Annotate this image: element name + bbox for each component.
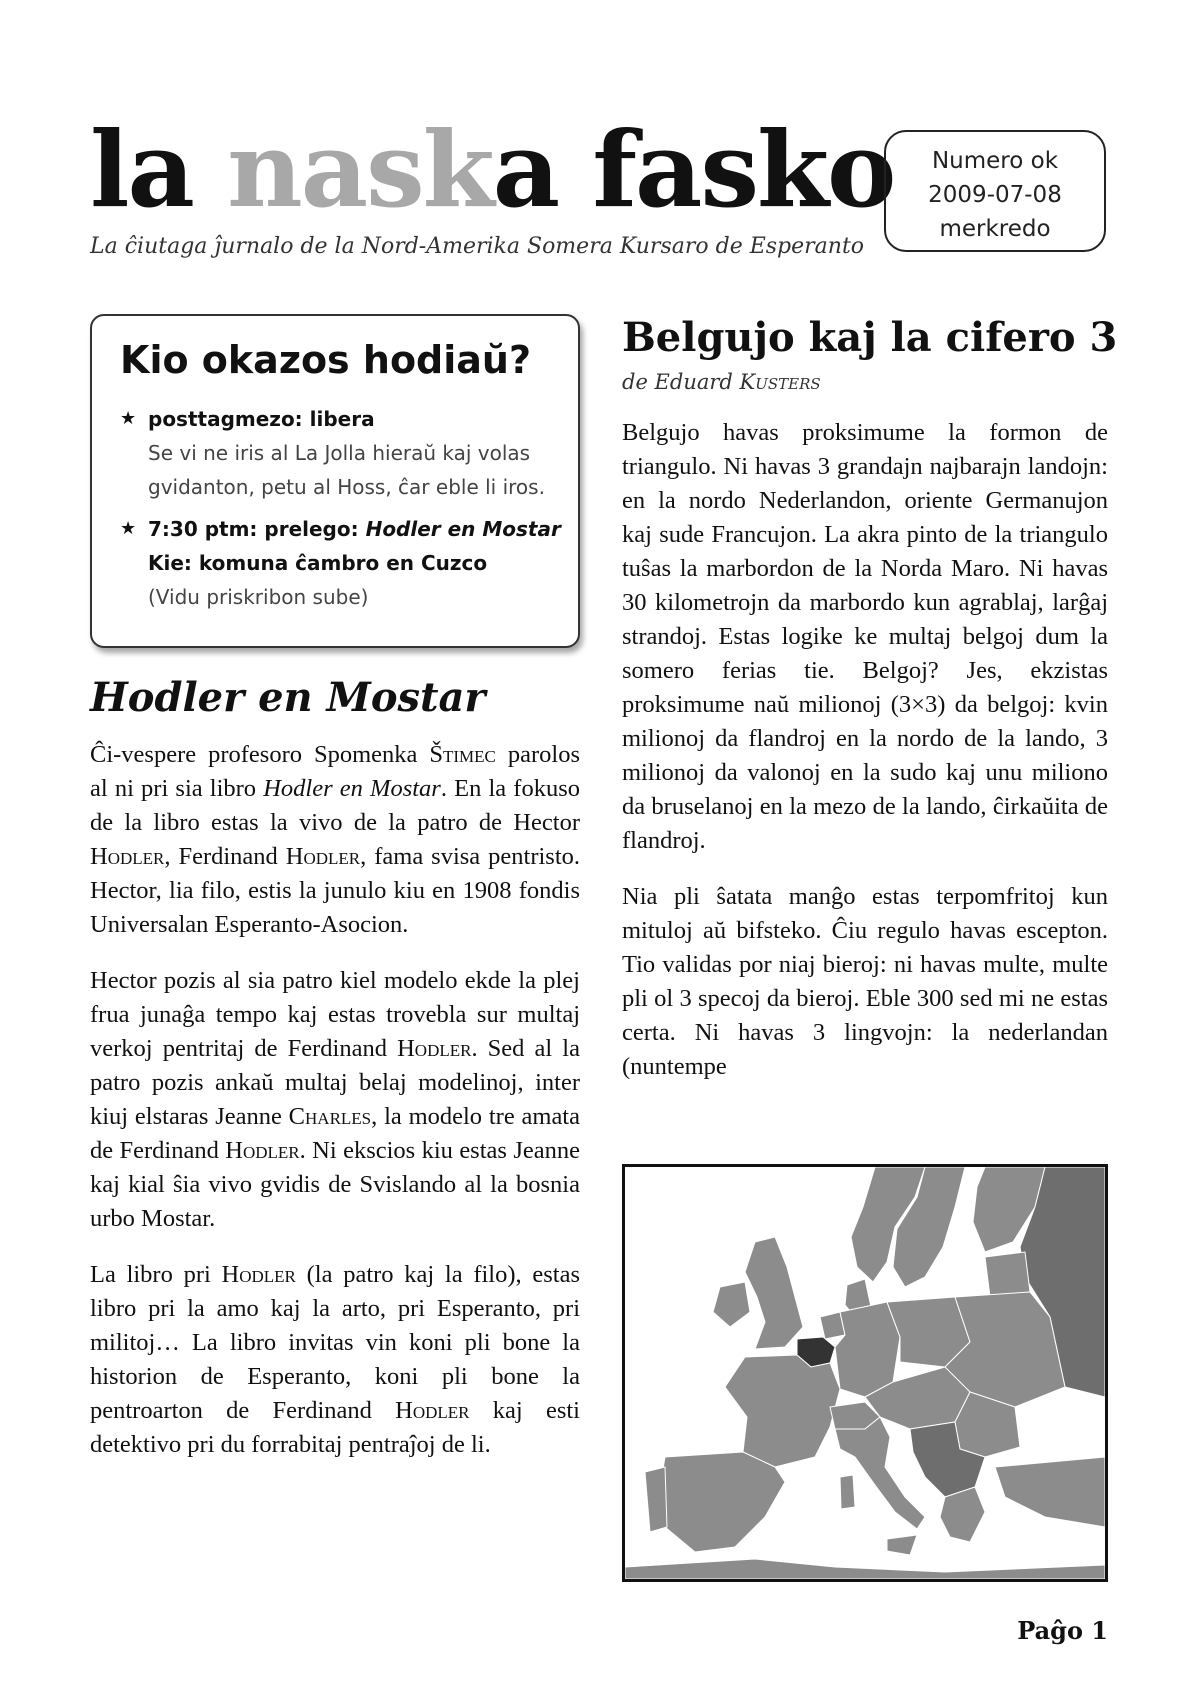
issue-number: Numero ok xyxy=(931,148,1059,174)
text-run: , Ferdinand xyxy=(164,843,286,870)
star-icon: ★ xyxy=(120,518,137,539)
article-title: Belgujo kaj la cifero 3 xyxy=(622,314,1118,361)
europe-map-image xyxy=(625,1167,1105,1579)
person-name: Hodler xyxy=(397,1035,472,1062)
event-heading-bold: 7:30 ptm: prelego: xyxy=(148,517,366,541)
person-name: Hodler xyxy=(395,1397,470,1424)
text-run: parolos al ni pri sia libro xyxy=(90,741,580,802)
text-run: La libro pri xyxy=(90,1261,222,1288)
text-run: . En la fokuso de la libro estas la vivo de la patro de Hector xyxy=(90,775,580,836)
event-line: (Vidu priskribon sube) xyxy=(148,585,369,609)
article-belgujo xyxy=(622,314,1118,1084)
event-heading: posttagmezo: libera xyxy=(148,407,375,431)
page-number: Paĝo 1 xyxy=(1017,1616,1108,1645)
article-paragraph xyxy=(90,738,580,942)
text-run: kaj esti detektivo pri du forrabitaj pentraĵoj de li. xyxy=(90,1397,580,1458)
issue-date: 2009-07-08 xyxy=(928,182,1062,208)
person-name: Hodler xyxy=(221,1261,296,1288)
issue-info-box xyxy=(884,130,1106,252)
article-paragraph xyxy=(90,1258,580,1462)
star-icon: ★ xyxy=(120,408,137,429)
article-title: Hodler en Mostar xyxy=(90,674,486,721)
person-name: Hodler xyxy=(225,1137,300,1164)
text-run: Hector pozis al sia patro kiel modelo ekde la plej frua junaĝa tempo kaj estas trovebla sur multaj verkoj pentritaj de Ferdinand xyxy=(90,967,580,1062)
text-run: (la patro kaj la filo), estas libro pri la amo kaj la arto, pri Esperanto, pri militoj… La libro invitas vin koni pli bone la historion de Esperanto, koni pli bone la pentroarton de Ferdinand xyxy=(90,1261,580,1424)
island-sardinia xyxy=(840,1475,855,1509)
event-heading-italic: Hodler en Mostar xyxy=(365,517,561,541)
article-byline xyxy=(622,370,1108,394)
event-line: Se vi ne iris al La Jolla hieraŭ kaj volas xyxy=(148,441,531,465)
text-run: , fama svisa pentristo. Hector, lia filo, estis la junulo kiu en 1908 fondis Universalan Esperanto-Asocion. xyxy=(90,843,581,938)
events-title: Kio okazos hodiaŭ? xyxy=(120,338,532,382)
event-item xyxy=(120,402,560,504)
text-run: , la modelo tre amata de Ferdinand xyxy=(90,1103,580,1164)
masthead-title-grey: nask xyxy=(227,108,493,231)
person-name: Charles xyxy=(288,1103,372,1130)
text-run: . Ni ekscios kiu estas Jeanne kaj kial ŝia vivo gvidis de Svislando al la bosnia urbo Mostar. xyxy=(90,1137,580,1232)
byline-prefix: de Eduard xyxy=(622,370,740,394)
article-hodler xyxy=(90,676,580,1462)
person-name: Hodler xyxy=(90,843,165,870)
text-run: . Sed al la patro pozis ankaŭ multaj belaj modelinoj, inter kiuj elstaras Jeanne xyxy=(90,1035,580,1130)
masthead-title-part1: la xyxy=(90,108,228,231)
masthead-subtitle: La ĉiutaga ĵurnalo de la Nord-Amerika Somera Kursaro de Esperanto xyxy=(90,234,865,259)
event-heading xyxy=(120,512,560,546)
article-paragraph xyxy=(90,964,580,1236)
issue-weekday: merkredo xyxy=(939,216,1051,242)
person-name: Hodler xyxy=(285,843,361,870)
events-box xyxy=(90,314,580,648)
event-item xyxy=(120,512,560,614)
masthead-title-part2: a fasko xyxy=(492,108,895,231)
article-paragraph: Belgujo havas proksimume la formon de triangulo. Ni havas 3 grandajn najbarajn landojn: en la nordo Nederlandon, oriente Germanujon kaj sude Francujon. La akra pinto de la triangulo tuŝas la marbordon de la Norda Maro. Ni havas 30 kilometrojn da marbordo kun agrablaj, larĝaj strandoj. Estas logike ke multaj belgoj dum la somero ferias tie. Belgoj? Jes, ekzistas proksimume naŭ milionoj (3×3) da belgoj: kvin milionoj da flandroj en la nordo de la lando, 3 milionoj da valonoj en la sudo kaj unu miliono da bruselanoj en la mezo de la lando, ĉirkaŭita de flandroj. xyxy=(622,419,1108,854)
book-title: Hodler en Mostar xyxy=(263,775,441,802)
event-line: Kie: komuna ĉambro en Cuzco xyxy=(148,551,488,575)
event-line: gvidanton, petu al Hoss, ĉar eble li iros. xyxy=(148,475,545,499)
country-baltics xyxy=(985,1252,1030,1297)
author-name: Kusters xyxy=(739,370,821,394)
text-run: Ĉi-vespere profesoro Spomenka xyxy=(90,741,430,768)
article-paragraph: Nia pli ŝatata manĝo estas terpomfritoj kun mituloj aŭ bifsteko. Ĉiu regulo havas escepton. Tio validas por niaj bieroj: ni havas multe, multe pli ol 3 specoj da bieroj. Eble 300 sed mi ne estas certa. Ni havas 3 lingvojn: la nederlandan (nuntempe xyxy=(622,883,1108,1080)
europe-map xyxy=(622,1164,1108,1582)
country-germany xyxy=(835,1302,900,1397)
masthead-title xyxy=(90,108,895,231)
person-name: Štimec xyxy=(429,741,496,768)
